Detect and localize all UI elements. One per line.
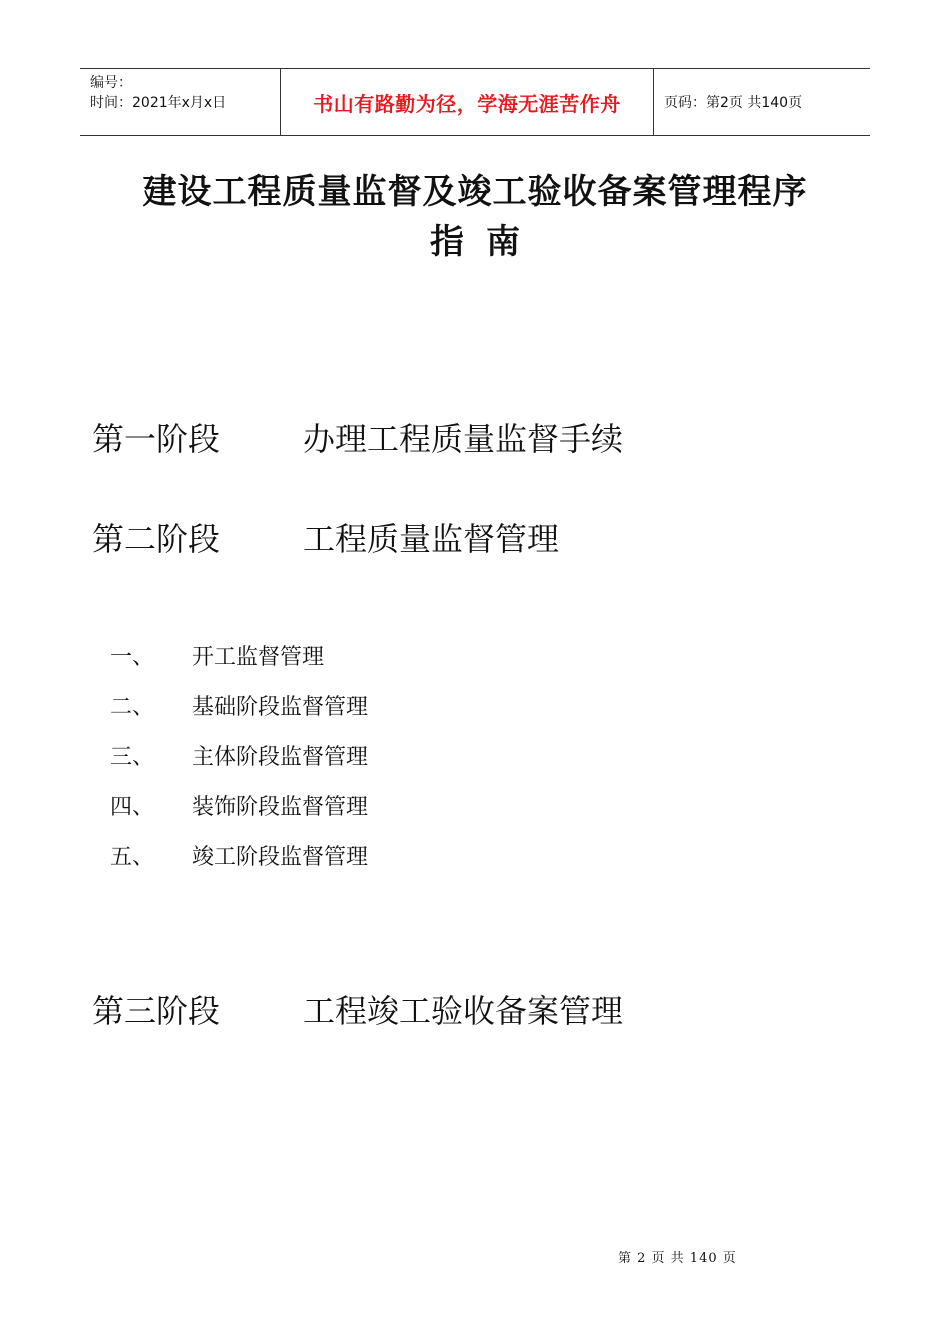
stage-label: 工程竣工验收备案管理 <box>303 992 624 1030</box>
serial-label: 编号： <box>90 75 132 91</box>
stage-label: 办理工程质量监督手续 <box>303 420 624 458</box>
document-subtitle: 指南 <box>430 222 542 262</box>
stage-number: 第一阶段 <box>92 420 221 458</box>
list-item <box>110 640 368 690</box>
list-item-label: 基础阶段监督管理 <box>192 695 369 720</box>
list-item <box>110 790 368 840</box>
time-label: 时间：2021年x月x日 <box>90 95 227 111</box>
stage-2 <box>92 514 559 560</box>
stage-number: 第二阶段 <box>92 520 221 558</box>
list-item-label: 竣工阶段监督管理 <box>192 845 369 870</box>
page-footer: 第 2 页 共 140 页 <box>618 1251 737 1266</box>
list-item-number: 四、 <box>110 795 155 820</box>
list-item-number: 二、 <box>110 695 155 720</box>
page-info: 页码：第2页 共140页 <box>664 95 803 111</box>
stage-label: 工程质量监督管理 <box>303 520 560 558</box>
list-item <box>110 690 368 740</box>
stage-2-sub-list <box>110 640 368 890</box>
list-item-label: 装饰阶段监督管理 <box>192 795 369 820</box>
header-info-cell <box>80 69 281 135</box>
list-item-number: 三、 <box>110 745 155 770</box>
list-item <box>110 740 368 790</box>
motto-text: 书山有路勤为径，学海无涯苦作舟 <box>313 91 621 116</box>
stage-1 <box>92 414 623 460</box>
list-item-number: 一、 <box>110 645 155 670</box>
list-item-number: 五、 <box>110 845 155 870</box>
document-title: 建设工程质量监督及竣工验收备案管理程序 <box>142 172 808 212</box>
header-page-cell <box>654 69 870 135</box>
list-item-label: 主体阶段监督管理 <box>192 745 369 770</box>
list-item-label: 开工监督管理 <box>192 645 325 670</box>
list-item <box>110 840 368 890</box>
header-table <box>80 68 870 136</box>
stage-3 <box>92 986 623 1032</box>
header-motto-cell <box>281 69 654 135</box>
stage-number: 第三阶段 <box>92 992 221 1030</box>
